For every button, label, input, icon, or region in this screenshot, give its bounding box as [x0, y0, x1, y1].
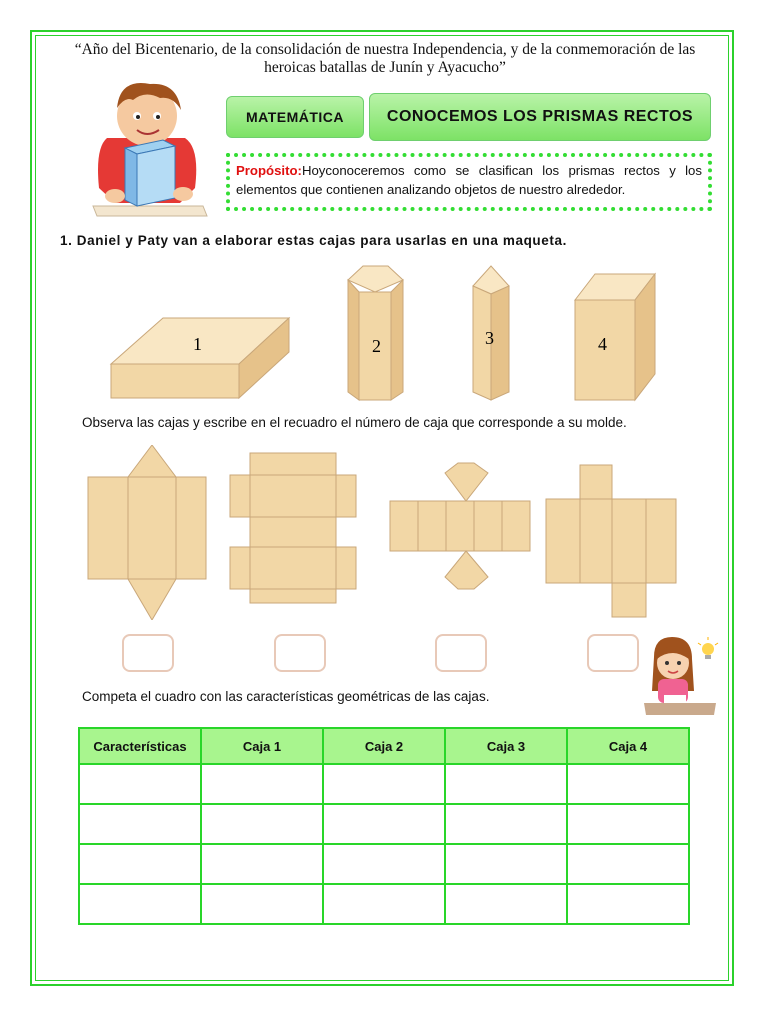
box-2: [348, 266, 403, 400]
table-cell[interactable]: [567, 804, 689, 844]
characteristics-table: [78, 727, 690, 925]
table-cell[interactable]: [201, 804, 323, 844]
table-cell[interactable]: [445, 804, 567, 844]
table-cell[interactable]: [79, 844, 201, 884]
header-box-3: Caja 3: [445, 728, 567, 764]
boy-with-prism-illustration: [85, 78, 210, 220]
net-1: [88, 445, 206, 620]
question-1: 1. Daniel y Paty van a elaborar estas cajas para usarlas en una maqueta.: [60, 233, 567, 248]
instruction-table: Competa el cuadro con las características geométricas de las cajas.: [82, 689, 490, 704]
answer-box-net-3[interactable]: [435, 634, 487, 672]
instruction-nets: Observa las cajas y escribe en el recuadro el número de caja que corresponde a su molde.: [82, 415, 627, 430]
box-4: [575, 274, 655, 400]
table-cell[interactable]: [445, 884, 567, 924]
table-cell[interactable]: [323, 844, 445, 884]
header-characteristics: Características: [79, 728, 201, 764]
prism-boxes-illustration: [105, 262, 665, 404]
table-cell[interactable]: [567, 884, 689, 924]
year-motto: [60, 41, 710, 77]
table-cell[interactable]: [445, 764, 567, 804]
box-1-label: 1: [193, 334, 202, 354]
purpose-box: [226, 153, 712, 211]
answer-box-net-1[interactable]: [122, 634, 174, 672]
table-cell[interactable]: [79, 884, 201, 924]
motto-line-1: “Año del Bicentenario, de la consolidación de nuestra Independencia, y de la conmemoración de las: [74, 41, 696, 58]
header-box-4: Caja 4: [567, 728, 689, 764]
table-cell[interactable]: [201, 844, 323, 884]
table-row: [79, 884, 689, 924]
prism-nets-illustration: [80, 445, 680, 620]
table-cell[interactable]: [323, 884, 445, 924]
table-cell[interactable]: [323, 764, 445, 804]
purpose-text: Hoyconoceremos como se clasifican los prismas rectos y los elementos que contienen analizando objetos de nuestro alrededor.: [236, 163, 702, 197]
box-4-label: 4: [598, 334, 607, 354]
girl-with-idea-illustration: [640, 635, 720, 717]
table-cell[interactable]: [567, 764, 689, 804]
table-cell[interactable]: [323, 804, 445, 844]
net-3: [390, 463, 530, 589]
header-box-1: Caja 1: [201, 728, 323, 764]
table-cell[interactable]: [201, 764, 323, 804]
net-4: [546, 465, 676, 617]
table-cell[interactable]: [79, 764, 201, 804]
table-cell[interactable]: [445, 844, 567, 884]
table-row: [79, 764, 689, 804]
box-2-label: 2: [372, 336, 381, 356]
table-row: [79, 804, 689, 844]
answer-box-net-4[interactable]: [587, 634, 639, 672]
net-2: [230, 453, 356, 603]
box-3-label: 3: [485, 328, 494, 348]
table-cell[interactable]: [567, 844, 689, 884]
table-cell[interactable]: [79, 804, 201, 844]
lesson-title: CONOCEMOS LOS PRISMAS RECTOS: [369, 93, 711, 141]
table-row: [79, 844, 689, 884]
table-header-row: [79, 728, 689, 764]
box-3: [473, 266, 509, 400]
box-1: [111, 318, 289, 398]
purpose-label: Propósito:: [236, 163, 302, 178]
subject-tab: MATEMÁTICA: [226, 96, 364, 138]
header-box-2: Caja 2: [323, 728, 445, 764]
motto-line-2: heroicas batallas de Junín y Ayacucho”: [264, 59, 506, 76]
table-cell[interactable]: [201, 884, 323, 924]
answer-box-net-2[interactable]: [274, 634, 326, 672]
